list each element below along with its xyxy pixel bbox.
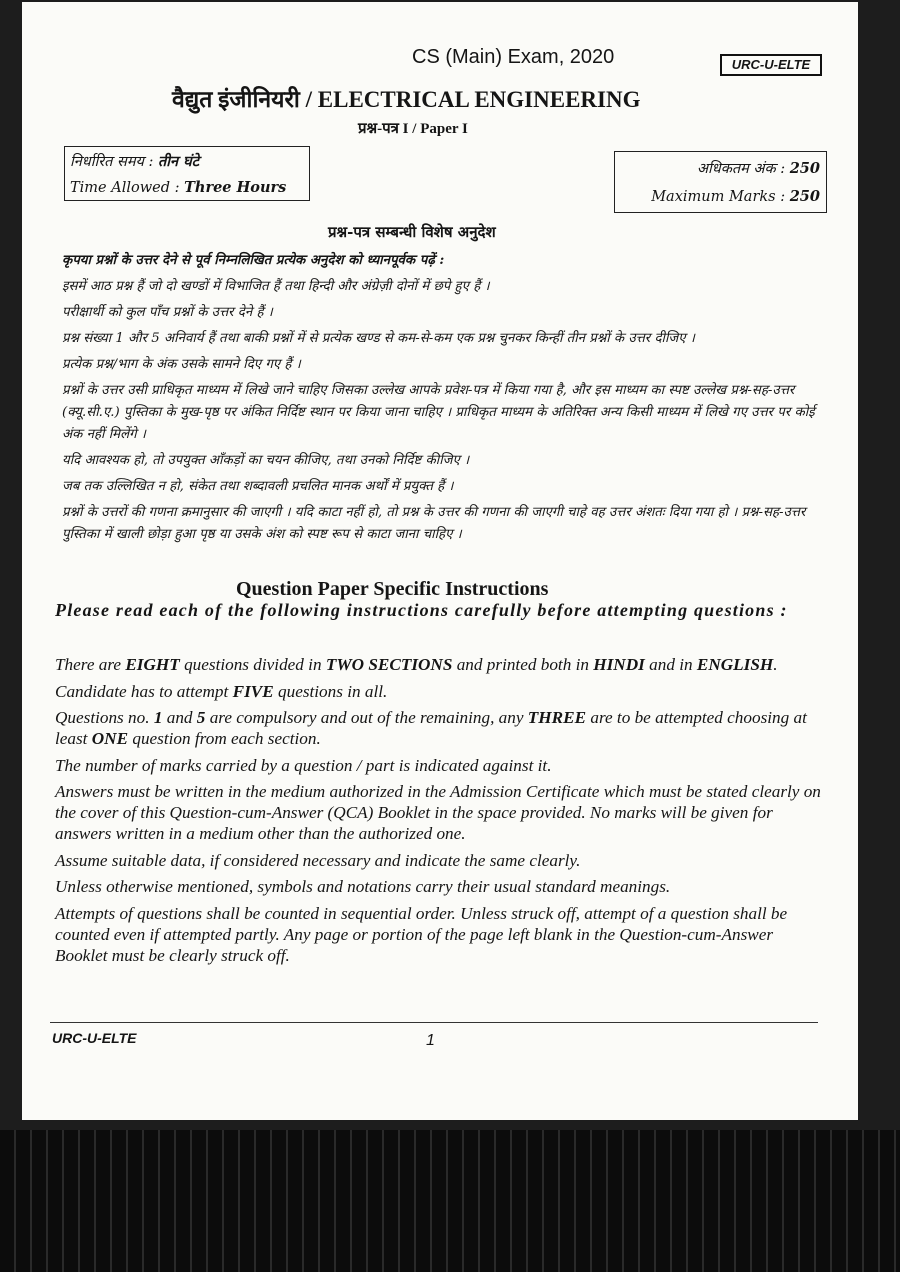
paper-number: प्रश्न-पत्र I / Paper I (358, 121, 468, 137)
hindi-instruction: यदि आवश्यक हो, तो उपयुक्त आँकड़ों का चयन कीजिए, तथा उनको निर्दिष्ट कीजिए । (62, 453, 470, 468)
hindi-instruction: इसमें आठ प्रश्न हैं जो दो खण्डों में विभाजित हैं तथा हिन्दी और अंग्रेज़ी दोनों में छपे हुए हैं । (62, 279, 490, 294)
english-instruction: There are EIGHT questions divided in TWO SECTIONS and printed both in HINDI and in ENGLISH. (55, 655, 778, 674)
time-english: Time Allowed : Three Hours (70, 179, 287, 196)
english-instruction: Unless otherwise mentioned, symbols and notations carry their usual standard meanings. (55, 877, 671, 896)
marks-hindi: अधिकतम अंक : 250 (696, 160, 820, 177)
hindi-instruction: कृपया प्रश्नों के उत्तर देने से पूर्व निम्नलिखित प्रत्येक अनुदेश को ध्यानपूर्वक पढ़ें : (62, 253, 445, 268)
hindi-instruction: प्रत्येक प्रश्न/भाग के अंक उसके सामने दिए गए हैं । (62, 357, 301, 372)
hindi-instructions-heading: प्रश्न-पत्र सम्बन्धी विशेष अनुदेश (328, 223, 496, 241)
english-instruction: Assume suitable data, if considered necessary and indicate the same clearly. (55, 850, 581, 870)
english-instructions-heading: Question Paper Specific Instructions (236, 578, 549, 600)
english-instruction: Answers must be written in the medium authorized in the Admission Certificate which must be stated clearly on the cover of this Question-cum-Answer (QCA) Booklet in the space provided. No marks will be given for answers written in a medium other than the authorized one. (55, 782, 821, 843)
english-instruction: Attempts of questions shall be counted in sequential order. Unless struck off, attempt of a question shall be counted even if attempted partly. Any page or portion of the page left blank in the Question-cum-Answer Booklet must be clearly struck off. (55, 903, 788, 965)
hindi-instructions-list (62, 250, 832, 550)
exam-page (22, 2, 858, 1120)
scan-background (0, 1130, 900, 1272)
footer-paper-code: URC-U-ELTE (52, 1030, 137, 1046)
time-hindi: निर्धारित समय : तीन घंटे (70, 153, 200, 170)
english-instruction: The number of marks carried by a question / part is indicated against it. (55, 755, 552, 775)
time-allowed-box (64, 146, 310, 201)
footer-divider (50, 1022, 818, 1023)
exam-title: CS (Main) Exam, 2020 (412, 46, 615, 68)
english-instruction: Candidate has to attempt FIVE questions in all. (55, 681, 388, 701)
hindi-instruction: प्रश्नों के उत्तर उसी प्राधिकृत माध्यम में लिखे जाने चाहिए जिसका उल्लेख आपके प्रवेश-पत्र में किया गया है, और इस माध्यम का स्पष्ट उल्लेख प्रश्न-सह-उत्तर (क्यू.सी.ए.) पुस्तिका के मुख-पृष्ठ पर अंकित निर्दिष्ट स्थान पर किया जाना चाहिए । प्राधिकृत माध्यम के अतिरिक्त अन्य किसी माध्यम में लिखे गए उत्तर पर कोई अंक नहीं मिलेंगे । (62, 383, 815, 442)
english-instructions-intro: Please read each of the following instructions carefully before attempting questions : (55, 600, 788, 620)
marks-english: Maximum Marks : 250 (651, 188, 820, 205)
maximum-marks-box (614, 151, 827, 213)
paper-code-box: URC-U-ELTE (720, 54, 822, 76)
hindi-instruction: प्रश्न संख्या 1 और 5 अनिवार्य हैं तथा बाकी प्रश्नों में से प्रत्येक खण्ड से कम-से-कम एक प्रश्न चुनकर किन्हीं तीन प्रश्नों के उत्तर दीजिए । (62, 331, 695, 346)
english-instructions-list (55, 654, 825, 971)
hindi-instruction: जब तक उल्लिखित न हो, संकेत तथा शब्दावली प्रचलित मानक अर्थों में प्रयुक्त हैं । (62, 479, 454, 494)
hindi-instruction: प्रश्नों के उत्तरों की गणना क्रमानुसार की जाएगी । यदि काटा नहीं हो, तो प्रश्न के उत्तर की गणना की जाएगी चाहे वह उत्तर अंशतः दिया गया हो । प्रश्न-सह-उत्तर पुस्तिका में खाली छोड़ा हुआ पृष्ठ या उसके अंश को स्पष्ट रूप से काटा जाना चाहिए । (62, 505, 806, 542)
page-number: 1 (426, 1032, 435, 1049)
subject-title: वैद्युत इंजीनियरी / ELECTRICAL ENGINEERING (172, 87, 641, 112)
hindi-instruction: परीक्षार्थी को कुल पाँच प्रश्नों के उत्तर देने हैं । (62, 305, 273, 320)
english-instruction: Questions no. 1 and 5 are compulsory and out of the remaining, any THREE are to be attempted choosing at least ONE question from each section. (55, 708, 807, 748)
